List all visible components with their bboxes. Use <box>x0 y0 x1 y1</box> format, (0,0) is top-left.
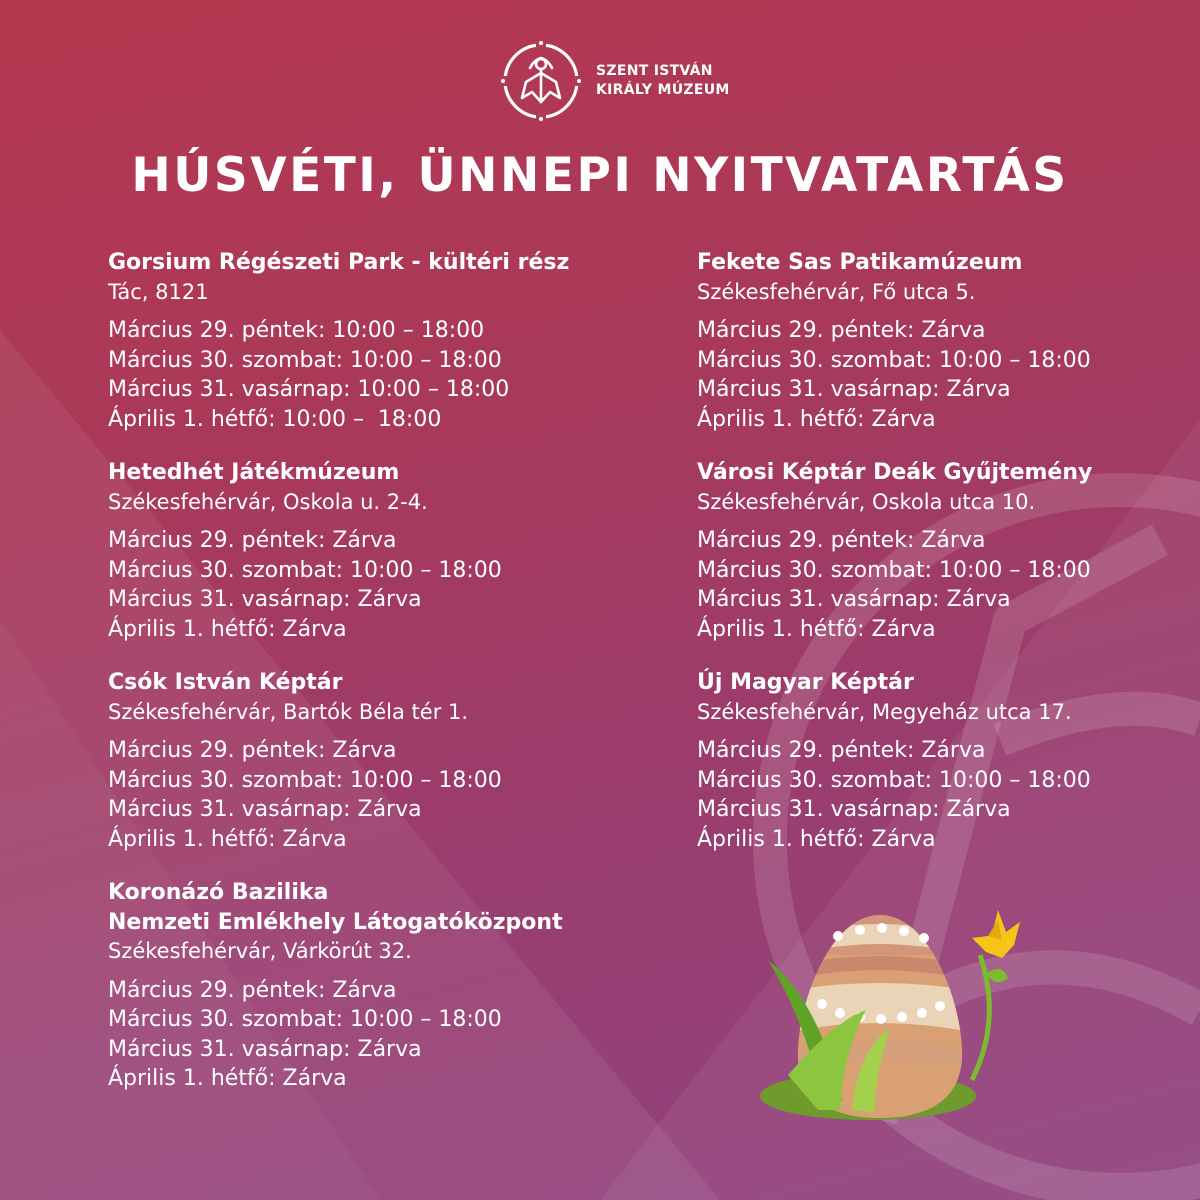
opening-hours-line: Április 1. hétfő: Zárva <box>108 826 347 852</box>
venue-block <box>108 458 668 644</box>
venue-name: Új Magyar Képtár <box>697 670 914 695</box>
venue-block <box>108 668 668 854</box>
opening-hours-line: Április 1. hétfő: Zárva <box>108 616 347 642</box>
opening-hours-line: Március 29. péntek: Zárva <box>108 738 397 763</box>
venue-address: Székesfehérvár, Megyeház utca 17. <box>697 699 1072 724</box>
opening-hours-line: Március 29. péntek: Zárva <box>697 528 986 553</box>
opening-hours-line: Március 30. szombat: 10:00 – 18:00 <box>108 1007 502 1032</box>
opening-hours-line: Március 30. szombat: 10:00 – 18:00 <box>108 347 502 373</box>
easter-egg-illustration <box>740 900 1020 1125</box>
opening-hours-line: Április 1. hétfő: Zárva <box>697 616 936 642</box>
opening-hours-line: Március 29. péntek: Zárva <box>697 738 986 763</box>
opening-hours-line: Április 1. hétfő: Zárva <box>108 1066 347 1091</box>
opening-hours-line: Március 30. szombat: 10:00 – 18:00 <box>697 767 1091 793</box>
museum-logo-icon <box>500 40 582 122</box>
venue-name: Gorsium Régészeti Park - kültéri rész <box>108 250 570 275</box>
opening-hours-line: Március 29. péntek: Zárva <box>108 977 397 1003</box>
museum-name <box>596 62 730 100</box>
venue-address: Székesfehérvár, Bartók Béla tér 1. <box>108 699 469 724</box>
opening-hours-line: Március 29. péntek: Zárva <box>697 318 986 343</box>
venue-address: Székesfehérvár, Várkörút 32. <box>108 939 412 963</box>
opening-hours-line: Március 31. vasárnap: Zárva <box>697 587 1011 612</box>
opening-hours-line: Március 31. vasárnap: Zárva <box>108 587 422 612</box>
venue-block <box>697 458 1167 644</box>
opening-hours-line: Április 1. hétfő: Zárva <box>697 406 936 432</box>
venue-column-right <box>697 248 1167 878</box>
venue-name: Nemzeti Emlékhely Látogatóközpont <box>108 909 563 935</box>
opening-hours-line: Április 1. hétfő: 10:00 – 18:00 <box>108 406 442 432</box>
venue-block <box>697 668 1167 854</box>
opening-hours-line: Március 31. vasárnap: Zárva <box>108 1036 422 1062</box>
venue-address: Tác, 8121 <box>108 279 209 304</box>
opening-hours-line: Március 31. vasárnap: Zárva <box>108 797 422 822</box>
opening-hours-line: Március 31. vasárnap: Zárva <box>697 377 1011 402</box>
venue-block <box>697 248 1167 434</box>
venue-block <box>108 878 668 1094</box>
opening-hours-line: Március 29. péntek: Zárva <box>108 528 397 553</box>
opening-hours-line: Március 30. szombat: 10:00 – 18:00 <box>108 557 502 583</box>
opening-hours-line: Március 30. szombat: 10:00 – 18:00 <box>108 767 502 793</box>
opening-hours-line: Április 1. hétfő: Zárva <box>697 826 936 852</box>
page-title: HÚSVÉTI, ÜNNEPI NYITVATARTÁS <box>131 148 1069 203</box>
museum-name-line2: KIRÁLY MÚZEUM <box>596 82 730 98</box>
venue-name: Városi Képtár Deák Gyűjtemény <box>697 460 1093 485</box>
venue-address: Székesfehérvár, Fő utca 5. <box>697 279 976 304</box>
museum-logo <box>500 40 730 122</box>
opening-hours-line: Március 29. péntek: 10:00 – 18:00 <box>108 318 485 343</box>
venue-name: Koronázó Bazilika <box>108 880 329 905</box>
venue-name: Csók István Képtár <box>108 670 343 695</box>
venue-address: Székesfehérvár, Oskola u. 2-4. <box>108 489 428 514</box>
opening-hours-line: Március 31. vasárnap: Zárva <box>697 797 1011 822</box>
venue-address: Székesfehérvár, Oskola utca 10. <box>697 489 1036 514</box>
venue-name: Hetedhét Játékmúzeum <box>108 460 400 485</box>
opening-hours-line: Március 30. szombat: 10:00 – 18:00 <box>697 347 1091 373</box>
opening-hours-line: Március 31. vasárnap: 10:00 – 18:00 <box>108 377 510 402</box>
venue-name: Fekete Sas Patikamúzeum <box>697 250 1023 275</box>
venue-block <box>108 248 668 434</box>
venue-column-left <box>108 248 668 1118</box>
yellow-flower-icon <box>972 910 1020 1080</box>
museum-name-line1: SZENT ISTVÁN <box>596 63 713 79</box>
opening-hours-line: Március 30. szombat: 10:00 – 18:00 <box>697 557 1091 583</box>
